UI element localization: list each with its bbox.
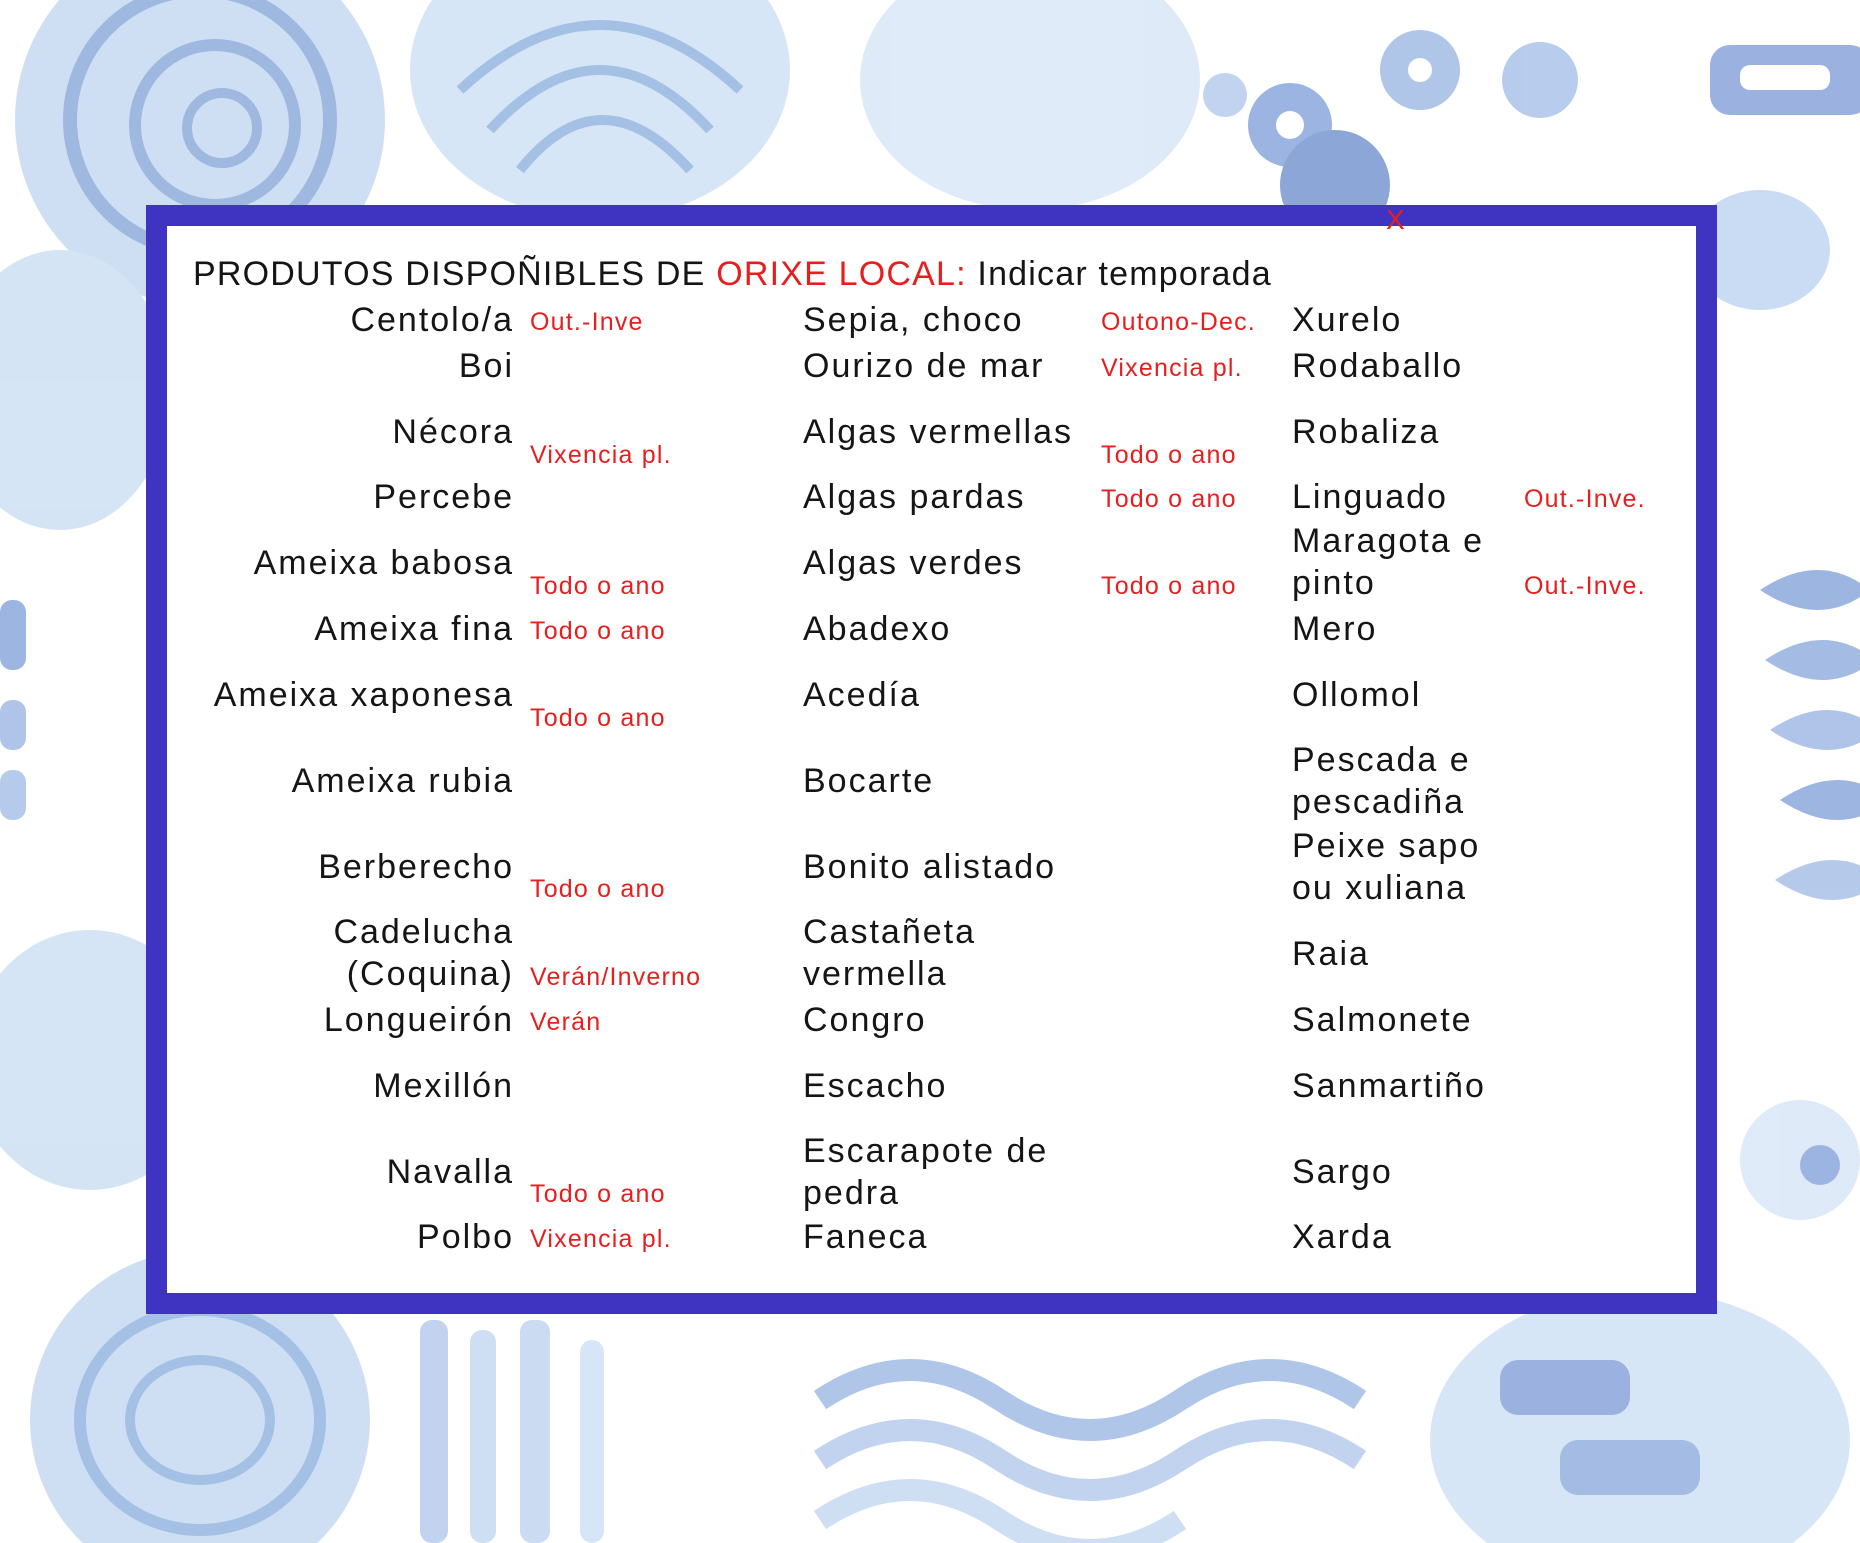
leaf-shape-icon (1760, 570, 1860, 610)
season-label: Todo o ano (1101, 572, 1237, 600)
season-label: Todo o ano (530, 704, 666, 732)
product-name: Mexillón (373, 1067, 514, 1105)
product-name: Ameixa babosa (253, 544, 514, 582)
title-suffix: Indicar temporada (966, 255, 1272, 293)
product-name: Linguado (1292, 478, 1448, 516)
season-label: Verán/Inverno (530, 963, 702, 991)
product-name: Navalla (386, 1153, 514, 1191)
product-name: Longueirón (323, 1001, 514, 1039)
product-name: Maragota e pinto (1292, 522, 1484, 602)
product-name: Sanmartiño (1292, 1067, 1486, 1105)
product-name: Ollomol (1292, 676, 1422, 714)
product-name: Percebe (373, 478, 514, 516)
product-name: Nécora (392, 413, 514, 451)
product-name: Ameixa rubia (291, 762, 514, 800)
product-name: Cadelucha (Coquina) (333, 913, 514, 993)
product-name: Castañeta vermella (803, 913, 976, 993)
product-name: Boi (458, 347, 514, 385)
season-label: Todo o ano (530, 875, 666, 903)
product-name: Raia (1292, 935, 1370, 973)
product-name: Ourizo de mar (803, 347, 1045, 385)
product-name: Ameixa fina (314, 610, 514, 648)
product-name: Escarapote de pedra (803, 1132, 1049, 1212)
product-name: Sargo (1292, 1153, 1393, 1191)
product-name: Ameixa xaponesa (213, 676, 514, 714)
clam-shell-icon (410, 0, 790, 220)
product-name: Salmonete (1292, 1001, 1473, 1039)
product-name: Escacho (803, 1067, 948, 1105)
season-label: Vixencia pl. (530, 1225, 672, 1253)
season-label: Todo o ano (1101, 441, 1237, 469)
product-name: Robaliza (1292, 413, 1441, 451)
product-name: Berberecho (318, 848, 514, 886)
product-name: Bonito alistado (803, 848, 1057, 886)
season-label: Verán (530, 1008, 602, 1036)
product-name: Rodaballo (1292, 347, 1464, 385)
season-label: Vixencia pl. (530, 441, 672, 469)
product-name: Xarda (1292, 1218, 1393, 1256)
product-name: Xurelo (1292, 301, 1403, 339)
season-label: Out.-Inve. (1524, 572, 1646, 600)
season-label: Out.-Inve. (1524, 485, 1646, 513)
page-title (193, 255, 1272, 294)
product-name: Faneca (803, 1218, 929, 1256)
season-label: Vixencia pl. (1101, 354, 1243, 382)
season-label: Todo o ano (530, 617, 666, 645)
product-name: Pescada e pescadiña (1292, 741, 1471, 821)
product-name: Congro (803, 1001, 927, 1039)
product-name: Centolo/a (350, 301, 514, 339)
season-label: Todo o ano (1101, 485, 1237, 513)
season-label: Todo o ano (530, 1180, 666, 1208)
product-name: Algas verdes (803, 544, 1024, 582)
season-label: Todo o ano (530, 572, 666, 600)
title-prefix: PRODUTOS DISPOÑIBLES DE (193, 255, 717, 293)
product-name: Sepia, choco (803, 301, 1024, 339)
product-name: Acedía (803, 676, 921, 714)
product-name: Peixe sapo ou xuliana (1292, 827, 1481, 907)
product-name: Algas vermellas (803, 413, 1073, 451)
product-name: Mero (1292, 610, 1378, 648)
close-mark-icon: X (1386, 204, 1405, 235)
season-label: Out.-Inve (530, 308, 644, 336)
product-name: Bocarte (803, 762, 935, 800)
title-highlight: ORIXE LOCAL: (716, 255, 967, 293)
product-name: Abadexo (803, 610, 952, 648)
season-label: Outono-Dec. (1101, 308, 1256, 336)
product-name: Polbo (417, 1218, 514, 1256)
product-name: Algas pardas (803, 478, 1026, 516)
